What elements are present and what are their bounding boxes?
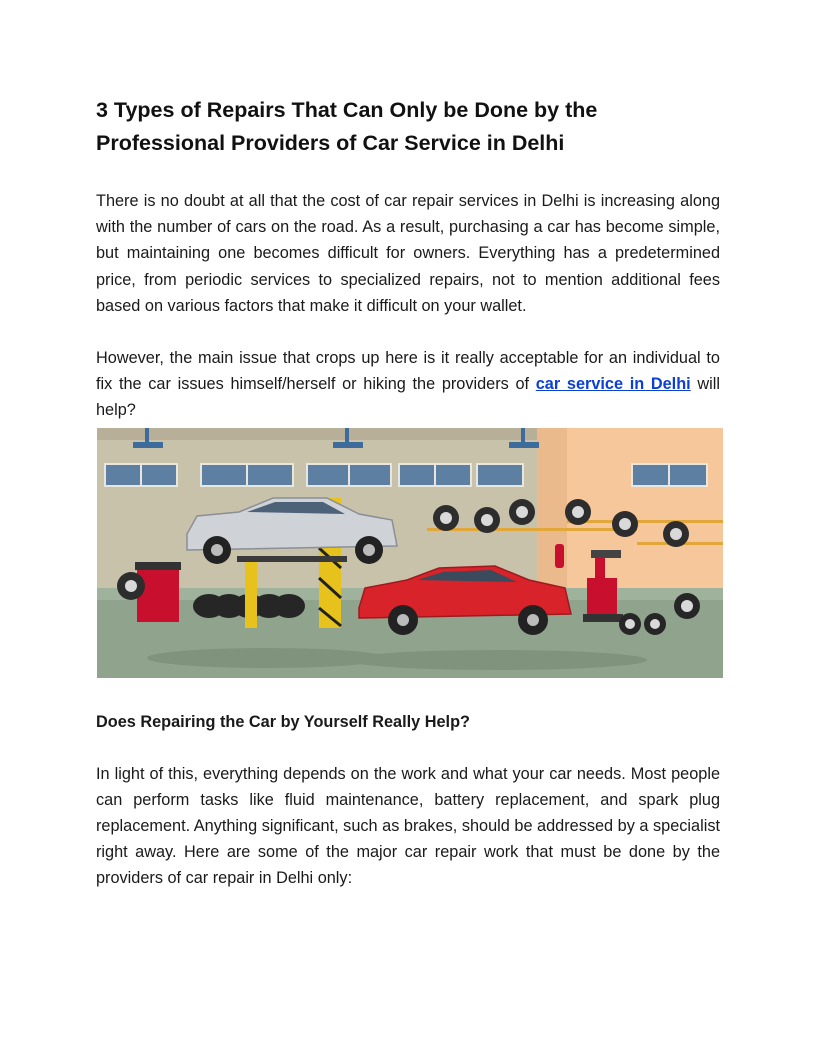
article-title: 3 Types of Repairs That Can Only be Done by the Professional Providers of Car Service in Delhi: [96, 98, 598, 155]
car-service-delhi-link[interactable]: car service in Delhi: [535, 375, 691, 394]
car-repair-garage-illustration: [97, 428, 723, 678]
issue-paragraph: [96, 345, 720, 424]
document-page: [96, 94, 720, 918]
issue-text-after-link: will help?: [96, 375, 720, 420]
issue-text-before-link: However, the main issue that crops up here is it really acceptable for an individual to fix the car issues himself/herself or hiking the providers of: [96, 349, 720, 394]
section-heading: Does Repairing the Car by Yourself Really Help?: [96, 712, 470, 731]
body-paragraph: In light of this, everything depends on the work and what your car needs. Most people can perform tasks like fluid maintenance, battery replacement, and spark plug replacement. Anything significant, such as brakes, should be addressed by a specialist right away. Here are some of the major car repair work that must be done by the providers of car repair in Delhi only:: [96, 764, 720, 888]
intro-paragraph: There is no doubt at all that the cost of car repair services in Delhi is increasing along with the number of cars on the road. As a result, purchasing a car has become simple, but maintaining one becomes difficult for owners. Everything has a predetermined price, from periodic services to specialized repairs, not to mention additional fees based on various factors that make it difficult on your wallet.: [96, 192, 720, 315]
